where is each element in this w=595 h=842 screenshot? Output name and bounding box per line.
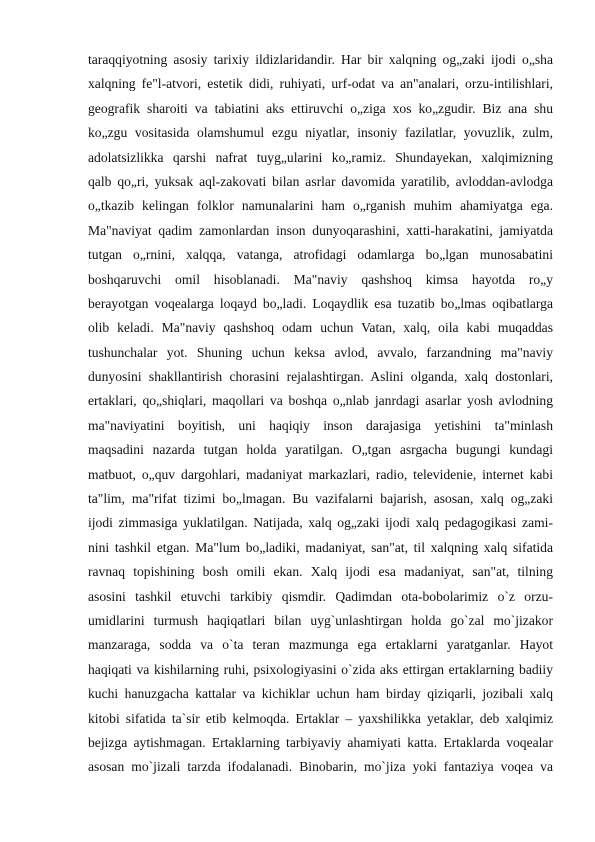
text-line: ravnaq topishining bosh omili ekan. Xalq ijodi esa madaniyat, san"at, tilning bbox=[88, 564, 553, 580]
text-line: berayotgan voqealarga loqayd bo„ladi. Loqaydlik esa tuzatib bo„lmas oqibatlarga bbox=[88, 295, 553, 311]
text-line: olib keladi. Ma"naviy qashshoq odam uchun Vatan, xalq, oila kabi muqaddas bbox=[88, 320, 553, 336]
text-line: ijodi zimmasiga yuklatilgan. Natijada, xalq og„zaki ijodi xalq pedagogikasi zami- bbox=[88, 515, 553, 531]
text-line: xalqning fe"l-atvori, estetik didi, ruhiyati, urf-odat va an"analari, orzu-intilishlari, bbox=[88, 76, 553, 92]
text-line: ertaklari, qo„shiqlari, maqollari va boshqa o„nlab janrdagi asarlar yosh avlodning bbox=[88, 393, 553, 409]
text-line: asosan mo`jizali tarzda ifodalanadi. Binobarin, mo`jiza yoki fantaziya voqea va bbox=[88, 759, 553, 775]
text-line: ma"naviyatini boyitish, uni haqiqiy inson darajasiga yetishini ta"minlash bbox=[88, 417, 553, 433]
text-line: manzaraga, sodda va o`ta teran mazmunga ega ertaklarni yaratganlar. Hayot bbox=[88, 637, 553, 653]
text-line: matbuot, o„quv dargohlari, madaniyat markazlari, radio, televidenie, internet kabi bbox=[88, 466, 553, 482]
text-line: bejizga aytishmagan. Ertaklarning tarbiyaviy ahamiyati katta. Ertaklarda voqealar bbox=[88, 734, 553, 750]
text-line: taraqqiyotning asosiy tarixiy ildizlaridandir. Har bir xalqning og„zaki ijodi o„sha bbox=[88, 52, 553, 67]
text-line: maqsadini nazarda tutgan holda yaratilgan. O„tgan asrgacha bugungi kundagi bbox=[88, 442, 553, 458]
text-line: umidlarini turmush haqiqatlari bilan uyg`unlashtirgan holda go`zal mo`jizakor bbox=[88, 612, 553, 628]
text-line: tushunchalar yot. Shuning uchun keksa avlod, avvalo, farzandning ma"naviy bbox=[88, 344, 553, 360]
text-line: dunyosini shakllantirish chorasini rejalashtirgan. Aslini olganda, xalq dostonlari, bbox=[88, 369, 553, 385]
text-line: geografik sharoiti va tabiatini aks ettiruvchi o„ziga xos ko„zgudir. Biz ana shu bbox=[88, 100, 553, 116]
text-line: qalb qo„ri, yuksak aql-zakovati bilan asrlar davomida yaratilib, avloddan-avlodga bbox=[88, 173, 553, 189]
text-line: adolatsizlikka qarshi nafrat tuyg„ularini ko„ramiz. Shundayekan, xalqimizning bbox=[88, 149, 553, 165]
text-line: haqiqati va kishilarning ruhi, psixologiyasini o`zida aks ettirgan ertaklarning badiiy bbox=[88, 661, 553, 677]
text-line: tutgan o„rnini, xalqqa, vatanga, atrofidagi odamlarga bo„lgan munosabatini bbox=[88, 247, 553, 263]
text-line: kitobi sifatida ta`sir etib kelmoqda. Ertaklar – yaxshilikka yetaklar, deb xalqimiz bbox=[88, 710, 553, 726]
text-line: ko„zgu vositasida olamshumul ezgu niyatlar, insoniy fazilatlar, yovuzlik, zulm, bbox=[88, 125, 553, 141]
text-line: boshqaruvchi omil hisoblanadi. Ma"naviy qashshoq kimsa hayotda ro„y bbox=[88, 271, 553, 287]
text-line: ta"lim, ma"rifat tizimi bo„lmagan. Bu vazifalarni bajarish, asosan, xalq og„zaki bbox=[88, 491, 553, 507]
body-text bbox=[88, 48, 553, 780]
text-line: Ma"naviyat qadim zamonlardan inson dunyoqarashini, xatti-harakatini, jamiyatda bbox=[88, 222, 553, 238]
text-line: kuchi hanuzgacha kattalar va kichiklar uchun ham birday qiziqarli, jozibali xalq bbox=[88, 686, 553, 702]
text-line: o„tkazib kelingan folklor namunalarini ham o„rganish muhim ahamiyatga ega. bbox=[88, 198, 553, 214]
text-line: asosini tashkil etuvchi tarkibiy qismdir. Qadimdan ota-bobolarimiz o`z orzu- bbox=[88, 588, 553, 604]
text-line: nini tashkil etgan. Ma"lum bo„ladiki, madaniyat, san"at, til xalqning xalq sifatida bbox=[88, 539, 553, 555]
